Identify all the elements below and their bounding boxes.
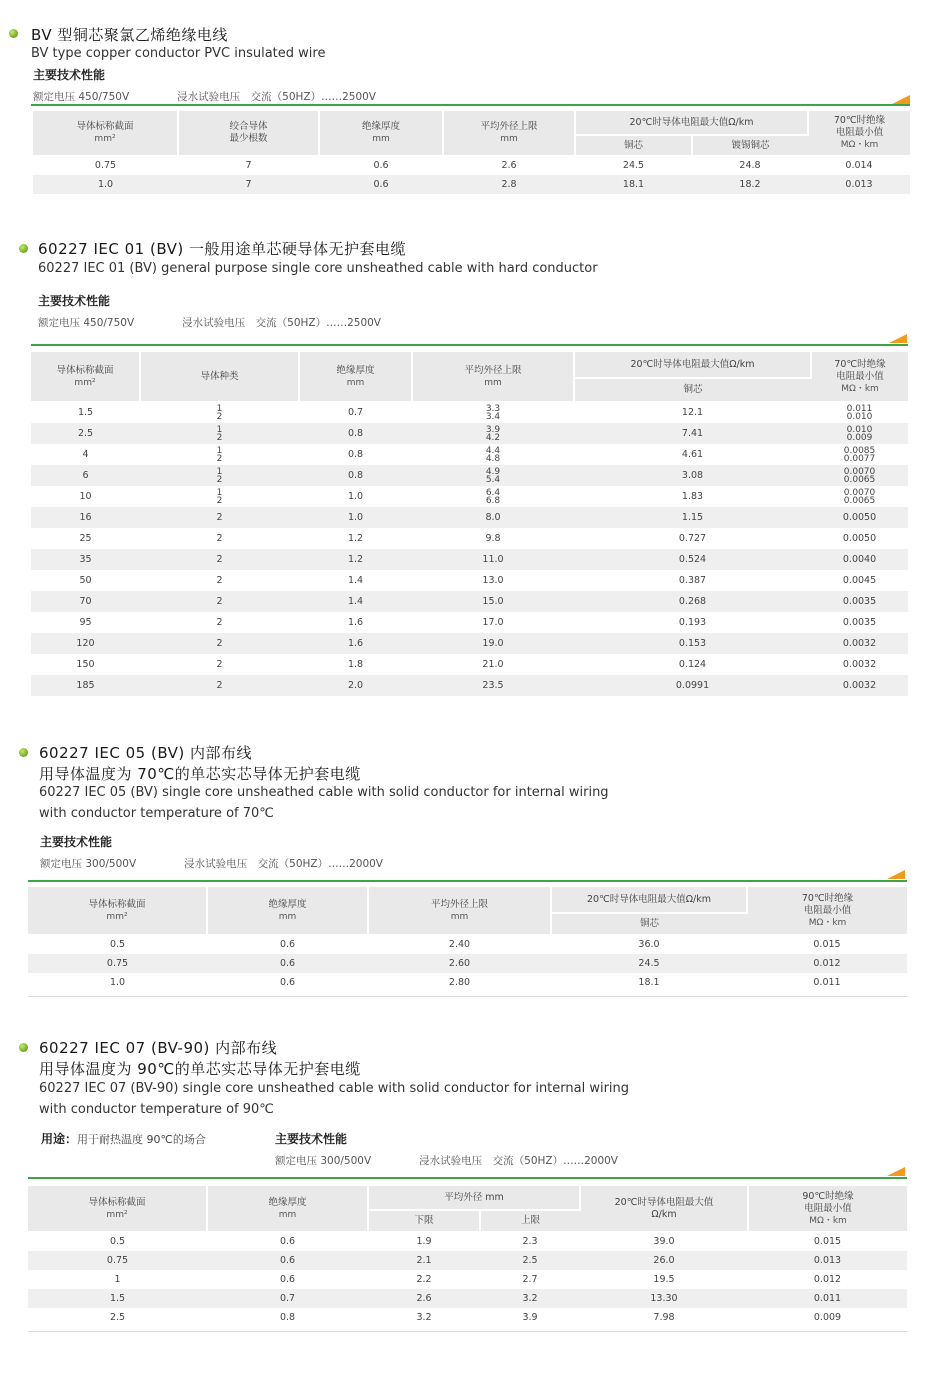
test-voltage: 浸水试验电压 交流（50HZ）……2000V [184, 858, 383, 870]
cell-insulation: 0.6 [279, 976, 296, 988]
cell-insulation-resistance-value: 0.0040 [842, 553, 877, 565]
cell-od-lower: 2.2 [416, 1273, 432, 1285]
cell-outer-diameter: 2.80 [448, 976, 471, 988]
cell-insulation-resistance-value: 0.0032 [842, 679, 877, 691]
divider-rule [28, 1177, 907, 1179]
cell-insulation: 0.7 [347, 407, 364, 418]
section-title-en: 60227 IEC 07 (BV-90) single core unsheathed cable with solid conductor for internal wiring [39, 1081, 630, 1096]
cell-copper-resistance: 1.15 [574, 507, 811, 528]
cell-copper-resistance: 18.1 [575, 175, 692, 194]
cell-insulation-resistance-value: 0.0032 [842, 637, 877, 649]
col-resistance: 20℃时导体电阻最大值Ω/km [575, 111, 808, 135]
cell-insulation-resistance: 0.015 [813, 939, 841, 950]
cell-conductor-class-value: 1 [216, 487, 223, 498]
rated-voltage: 额定电压 450/750V [38, 317, 135, 329]
cell-area: 70 [31, 591, 140, 612]
cell-area: 1.5 [28, 1289, 207, 1308]
cell-outer-diameter-value: 3.9 [485, 424, 501, 435]
cell-copper-resistance: 36.0 [638, 939, 660, 950]
cell-copper-resistance: 3.08 [574, 465, 811, 486]
cell-area: 1.0 [33, 175, 178, 194]
section-title-cn: BV 型铜芯聚氯乙烯绝缘电线 [31, 26, 228, 44]
col-outer-diameter: 平均外径上限 mm [368, 887, 551, 935]
table-row [28, 1308, 907, 1327]
rated-voltage: 额定电压 450/750V [33, 91, 130, 103]
cell-copper-resistance: 0.524 [574, 549, 811, 570]
cell-conductor-class-value: 2 [216, 658, 223, 670]
cell-copper-resistance: 0.268 [574, 591, 811, 612]
cell-insulation: 2.0 [299, 675, 412, 696]
cell-outer-diameter-value: 15.0 [482, 595, 504, 607]
test-voltage: 浸水试验电压 交流（50HZ）……2500V [182, 317, 381, 329]
cell-conductor-class-value: 2 [216, 495, 223, 506]
cell-outer-diameter-value: 5.4 [485, 474, 501, 485]
cell-insulation-resistance-value: 0.0070 [843, 466, 876, 477]
cell-insulation: 1.0 [347, 490, 364, 502]
col-insulation-resistance: 70℃时绝缘 电阻最小值 MΩ・km [747, 887, 907, 935]
col-strands: 绞合导体 最少根数 [178, 111, 319, 156]
cell-insulation-resistance-value: 0.011 [846, 404, 873, 414]
cell-outer-diameter: 2.60 [368, 954, 551, 973]
col-outer-diameter: 平均外径上限 mm [443, 111, 575, 156]
main-specs-heading: 主要技术性能 [33, 68, 106, 82]
cell-copper-resistance: 0.0991 [574, 675, 811, 696]
cell-resistance: 19.5 [653, 1273, 675, 1285]
cell-area: 2.5 [31, 423, 140, 444]
cell-insulation: 0.6 [279, 939, 296, 950]
corner-triangle-icon [887, 1167, 905, 1176]
col-conductor-class: 导体种类 [140, 352, 299, 402]
cell-strands: 7 [245, 160, 252, 171]
cell-insulation-resistance-value: 0.0050 [842, 532, 877, 544]
table-row [28, 1232, 907, 1251]
table-bottom-rule [28, 1331, 907, 1332]
cell-area: 0.75 [28, 1251, 207, 1270]
usage-note [41, 1130, 206, 1147]
cell-insulation-resistance: 0.013 [748, 1251, 907, 1270]
cell-insulation-resistance-value: 0.0050 [842, 511, 877, 523]
cell-insulation-resistance: 0.012 [813, 1273, 842, 1285]
cell-outer-diameter-value: 6.8 [485, 495, 501, 506]
cell-outer-diameter-value: 4.2 [485, 432, 501, 443]
cell-outer-diameter-value: 4.9 [485, 466, 501, 477]
cell-conductor-class-value: 1 [216, 424, 223, 435]
cell-insulation-resistance-value: 0.0070 [843, 487, 876, 498]
section-title-en-2: with conductor temperature of 90℃ [39, 1102, 274, 1117]
cell-copper-resistance: 4.61 [681, 448, 704, 460]
cell-insulation: 1.6 [347, 616, 364, 628]
cell-outer-diameter-value: 21.0 [482, 658, 504, 670]
col-copper: 铜芯 [574, 378, 811, 402]
cell-area: 150 [76, 658, 95, 670]
cell-insulation: 1.2 [299, 549, 412, 570]
main-specs-heading: 主要技术性能 [38, 294, 111, 308]
cell-outer-diameter-value: 3.3 [485, 404, 501, 414]
cell-tinned-resistance: 24.8 [739, 160, 761, 171]
cell-area: 185 [31, 675, 140, 696]
section-title-en-2: with conductor temperature of 70℃ [39, 806, 274, 821]
col-copper: 铜芯 [551, 913, 747, 935]
cell-resistance: 7.98 [653, 1311, 675, 1323]
section-title-en: 60227 IEC 01 (BV) general purpose single core unsheathed cable with hard conductor [38, 261, 598, 276]
voltage-specs [275, 1153, 618, 1168]
cell-insulation: 1.4 [347, 574, 364, 586]
cell-copper-resistance: 24.5 [551, 954, 747, 973]
cell-conductor-class-value: 2 [216, 616, 223, 628]
cell-insulation-resistance: 0.011 [813, 976, 841, 988]
cell-resistance: 39.0 [653, 1236, 675, 1247]
cell-area: 0.5 [109, 939, 126, 950]
cell-area: 1 [114, 1273, 121, 1285]
cell-area: 10 [79, 490, 92, 502]
cell-conductor-class-value: 2 [216, 637, 223, 649]
cell-area: 25 [79, 532, 92, 544]
rated-voltage: 额定电压 300/500V [40, 858, 137, 870]
col-insulation: 绝缘厚度 mm [299, 352, 412, 402]
cell-insulation: 0.6 [207, 954, 368, 973]
cell-area: 0.5 [109, 1236, 126, 1247]
cell-insulation-resistance-value: 0.0032 [842, 658, 877, 670]
col-area: 导体标称截面 mm² [28, 1186, 207, 1232]
col-insulation-resistance: 90℃时绝缘 电阻最小值 MΩ・km [748, 1186, 907, 1232]
col-resistance: 20℃时导体电阻最大值 Ω/km [580, 1186, 748, 1232]
section-title-cn: 60227 IEC 07 (BV-90) 内部布线 [39, 1039, 278, 1057]
cell-resistance: 26.0 [580, 1251, 748, 1270]
cell-insulation: 1.8 [347, 658, 364, 670]
cell-conductor-class-value: 1 [216, 445, 223, 456]
cell-od-upper: 3.9 [522, 1311, 538, 1323]
cell-area: 50 [79, 574, 92, 586]
cell-area: 4 [82, 448, 89, 460]
col-od-upper: 上限 [480, 1210, 580, 1232]
cell-insulation-resistance: 0.011 [748, 1289, 907, 1308]
col-outer-diameter: 平均外径上限 mm [412, 352, 574, 402]
bullet-icon [19, 1043, 28, 1052]
cell-insulation-resistance-value: 0.009 [846, 432, 873, 443]
col-resistance: 20℃时导体电阻最大值Ω/km [574, 352, 811, 378]
cell-insulation-resistance-value: 0.0045 [842, 574, 877, 586]
cell-insulation-resistance-value: 0.0085 [843, 445, 876, 456]
section-subtitle-cn: 用导体温度为 70℃的单芯实芯导体无护套电缆 [39, 765, 361, 783]
col-insulation: 绝缘厚度 mm [207, 887, 368, 935]
cell-conductor-class-value: 2 [216, 432, 223, 443]
cell-insulation-resistance-value: 0.0035 [842, 616, 877, 628]
cell-insulation-resistance-value: 0.0065 [843, 495, 876, 506]
table-row [28, 1251, 907, 1270]
cell-area: 95 [79, 616, 92, 628]
cell-conductor-class-value: 2 [216, 453, 223, 464]
col-area: 导体标称截面 mm² [33, 111, 178, 156]
cell-copper-resistance: 1.83 [681, 490, 704, 502]
cell-area: 1.0 [109, 976, 126, 988]
test-voltage: 浸水试验电压 交流（50HZ）……2500V [177, 91, 376, 103]
cell-area: 0.75 [94, 160, 117, 171]
cell-insulation: 0.8 [299, 465, 412, 486]
col-area: 导体标称截面 mm² [28, 887, 207, 935]
cell-od-lower: 2.6 [368, 1289, 480, 1308]
section-title-en: 60227 IEC 05 (BV) single core unsheathed cable with solid conductor for internal wiring [39, 785, 609, 800]
cell-copper-resistance: 12.1 [681, 407, 704, 418]
col-copper: 铜芯 [575, 135, 692, 156]
cell-insulation: 1.4 [299, 591, 412, 612]
cell-od-upper: 3.2 [480, 1289, 580, 1308]
col-insulation: 绝缘厚度 mm [319, 111, 443, 156]
cell-copper-resistance: 18.1 [638, 976, 660, 988]
cell-outer-diameter-value: 9.8 [485, 532, 501, 544]
cell-insulation-resistance-value: 0.0035 [842, 595, 877, 607]
col-insulation-resistance: 70℃时绝缘 电阻最小值 MΩ・km [808, 111, 910, 156]
cell-insulation: 1.2 [347, 532, 364, 544]
cell-od-lower: 1.9 [416, 1236, 432, 1247]
cell-copper-resistance: 24.5 [622, 160, 645, 171]
cell-conductor-class-value: 2 [216, 412, 223, 422]
cell-conductor-class-value: 2 [216, 474, 223, 485]
cell-resistance: 13.30 [580, 1289, 748, 1308]
col-resistance: 20℃时导体电阻最大值Ω/km [551, 887, 747, 913]
cell-conductor-class-value: 2 [216, 553, 223, 565]
cell-outer-diameter-value: 4.8 [485, 453, 501, 464]
cell-od-upper: 2.5 [480, 1251, 580, 1270]
col-area: 导体标称截面 mm² [31, 352, 140, 402]
cell-conductor-class-value: 2 [216, 595, 223, 607]
cell-insulation: 0.7 [207, 1289, 368, 1308]
cell-od-upper: 2.3 [522, 1236, 538, 1247]
section-title-en: BV type copper conductor PVC insulated wire [31, 46, 326, 61]
cell-area: 2.5 [109, 1311, 126, 1323]
cell-outer-diameter-value: 17.0 [482, 616, 504, 628]
rated-voltage: 额定电压 300/500V [275, 1155, 372, 1167]
cell-strands: 7 [178, 175, 319, 194]
cell-area: 16 [31, 507, 140, 528]
cell-insulation: 0.6 [373, 160, 389, 171]
cell-outer-diameter: 2.8 [443, 175, 575, 194]
usage-label: 用途： [41, 1132, 78, 1146]
cell-insulation-resistance-value: 0.0077 [843, 453, 876, 464]
cell-copper-resistance: 0.727 [678, 532, 707, 544]
cell-area: 35 [31, 549, 140, 570]
cell-insulation: 0.6 [319, 175, 443, 194]
cell-outer-diameter-value: 11.0 [482, 553, 504, 565]
cell-outer-diameter-value: 13.0 [482, 574, 504, 586]
cell-insulation-resistance: 0.015 [813, 1236, 842, 1247]
cell-tinned-resistance: 18.2 [692, 175, 808, 194]
cell-insulation-resistance-value: 0.010 [846, 412, 873, 422]
cell-insulation: 0.8 [299, 423, 412, 444]
cell-insulation: 1.0 [299, 507, 412, 528]
test-voltage: 浸水试验电压 交流（50HZ）……2000V [419, 1155, 618, 1167]
cell-insulation-resistance-value: 0.010 [846, 424, 873, 435]
cell-outer-diameter: 2.6 [501, 160, 517, 171]
cell-insulation: 0.6 [207, 1251, 368, 1270]
cell-insulation-resistance: 0.012 [747, 954, 907, 973]
cell-conductor-class-value: 1 [216, 466, 223, 477]
cell-area: 120 [31, 633, 140, 654]
cell-insulation: 0.8 [279, 1311, 296, 1323]
main-specs-heading: 主要技术性能 [40, 835, 113, 849]
cell-insulation-resistance-value: 0.0065 [843, 474, 876, 485]
cell-outer-diameter-value: 6.4 [485, 487, 501, 498]
cell-area: 1.5 [77, 407, 94, 418]
usage-text: 用于耐热温度 90℃的场合 [77, 1133, 206, 1146]
cell-insulation: 0.6 [279, 1236, 296, 1247]
main-specs-heading: 主要技术性能 [275, 1132, 348, 1146]
cell-outer-diameter-value: 8.0 [485, 511, 501, 523]
cell-insulation: 1.6 [299, 633, 412, 654]
cell-conductor-class-value: 2 [216, 574, 223, 586]
cell-outer-diameter-value: 3.4 [485, 412, 501, 422]
cell-copper-resistance: 0.124 [678, 658, 707, 670]
spec-table [28, 1186, 907, 1327]
table-row [28, 1289, 907, 1308]
cell-outer-diameter-value: 4.4 [485, 445, 501, 456]
cell-conductor-class-value: 2 [216, 532, 223, 544]
cell-conductor-class-value: 1 [216, 404, 223, 414]
col-tinned-copper: 镀锡铜芯 [692, 135, 808, 156]
cell-outer-diameter-value: 23.5 [482, 679, 504, 691]
cell-outer-diameter: 2.40 [448, 939, 471, 950]
col-outer-diameter: 平均外径 mm [368, 1186, 580, 1210]
cell-area: 0.75 [28, 954, 207, 973]
cell-conductor-class-value: 2 [216, 679, 223, 691]
table-row [28, 1270, 907, 1289]
cell-copper-resistance: 0.153 [574, 633, 811, 654]
cell-copper-resistance: 7.41 [574, 423, 811, 444]
cell-copper-resistance: 0.387 [678, 574, 707, 586]
cell-outer-diameter-value: 19.0 [482, 637, 504, 649]
cell-copper-resistance: 0.193 [678, 616, 707, 628]
cell-insulation: 0.6 [279, 1273, 296, 1285]
cell-conductor-class-value: 2 [216, 511, 223, 523]
col-insulation: 绝缘厚度 mm [207, 1186, 368, 1232]
col-od-lower: 下限 [368, 1210, 480, 1232]
cell-insulation: 0.8 [347, 448, 364, 460]
section-title-cn: 60227 IEC 05 (BV) 内部布线 [39, 744, 253, 762]
cell-od-lower: 2.1 [368, 1251, 480, 1270]
section-title-cn: 60227 IEC 01 (BV) 一般用途单芯硬导体无护套电缆 [38, 240, 407, 258]
cell-insulation-resistance: 0.014 [845, 160, 873, 171]
cell-insulation-resistance: 0.009 [813, 1311, 842, 1323]
cell-od-upper: 2.7 [522, 1273, 538, 1285]
section-subtitle-cn: 用导体温度为 90℃的单芯实芯导体无护套电缆 [39, 1060, 361, 1078]
cell-insulation-resistance: 0.013 [808, 175, 910, 194]
cell-area: 6 [31, 465, 140, 486]
col-insulation-resistance: 70℃时绝缘 电阻最小值 MΩ・km [811, 352, 908, 402]
cell-od-lower: 3.2 [416, 1311, 432, 1323]
